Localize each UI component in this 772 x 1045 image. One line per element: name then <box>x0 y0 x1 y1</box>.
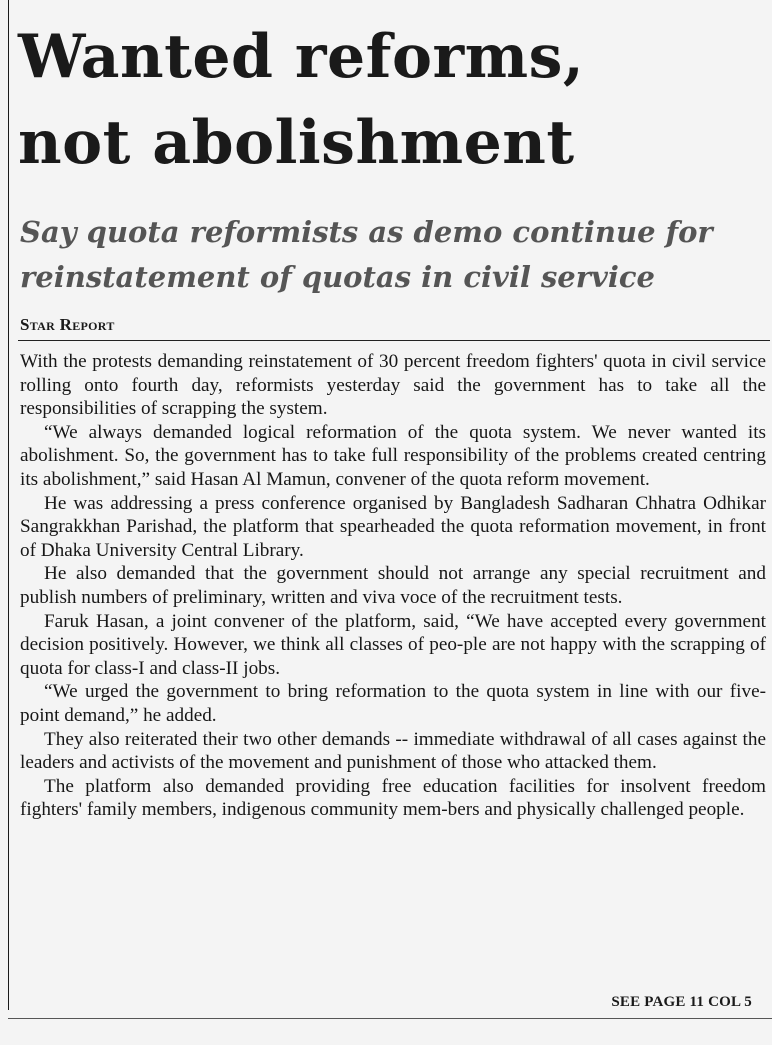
paragraph-2: “We always demanded logical reformation of the quota system. We never wanted its abolishment. So, the government has to take full responsibility of the problems created centring its abolishment,” said Hasan Al Mamun, convener of the quota reform movement. <box>20 421 766 490</box>
subheadline-line-1: Say quota reformists as demo continue for <box>20 215 713 249</box>
subheadline-line-2: reinstatement of quotas in civil service <box>20 260 656 294</box>
paragraph-3: He was addressing a press conference organised by Bangladesh Sadharan Chhatra Odhikar Sangrakkhan Parishad, the platform that spearheaded the quota reformation movement, in front of Dhaka University Central Library. <box>20 492 766 561</box>
article-body <box>20 350 766 822</box>
headline-line-2: not abolishment <box>18 108 575 178</box>
subheadline <box>20 210 765 300</box>
paragraph-5: Faruk Hasan, a joint convener of the platform, said, “We have accepted every government decision positively. However, we think all classes of peo-ple are not happy with the scrapping of quota for class-I and class-II jobs. <box>20 610 766 679</box>
headline-line-1: Wanted reforms, <box>18 22 585 92</box>
byline: Star Report <box>20 315 115 334</box>
headline <box>18 14 768 186</box>
paragraph-7: They also reiterated their two other demands -- immediate withdrawal of all cases against the leaders and activists of the movement and punishment of those who attacked them. <box>20 728 766 774</box>
paragraph-4: He also demanded that the government should not arrange any special recruitment and publish numbers of preliminary, written and viva voce of the recruitment tests. <box>20 563 766 608</box>
column-rule-left <box>8 0 9 1010</box>
continued-jump-line: SEE PAGE 11 COL 5 <box>611 994 752 1010</box>
bottom-rule <box>8 1018 772 1019</box>
paragraph-6: “We urged the government to bring reformation to the quota system in line with our five-point demand,” he added. <box>20 681 766 726</box>
paragraph-8: The platform also demanded providing free education facilities for insolvent freedom fighters' family members, indigenous community mem-bers and physically challenged people. <box>20 775 766 821</box>
byline-divider <box>18 340 770 341</box>
paragraph-1: With the protests demanding reinstatement of 30 percent freedom fighters' quota in civil service rolling onto fourth day, reformists yesterday said the government has to take all the responsibilities of scrapping the system. <box>20 351 766 420</box>
